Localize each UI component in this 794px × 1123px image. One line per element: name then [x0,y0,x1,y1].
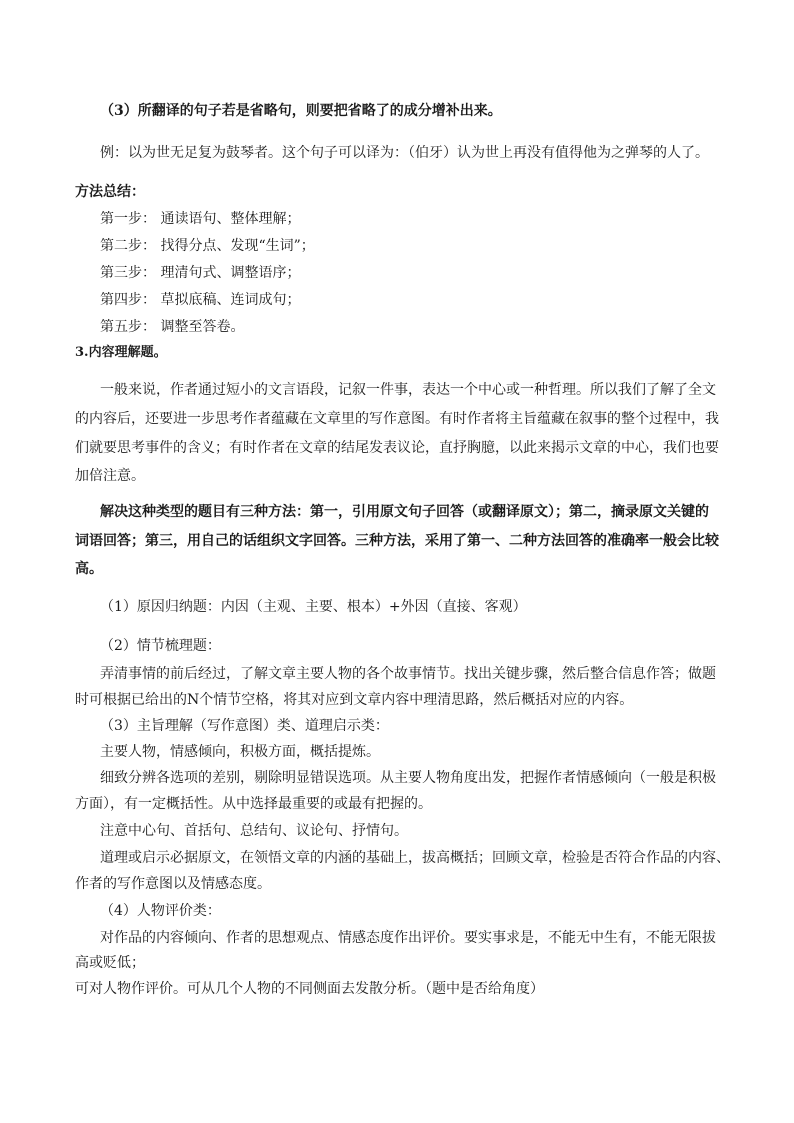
step-3: 第三步： 理清句式、调整语序； [100,265,301,281]
para1-line-4: 加倍注意。 [75,468,145,484]
item3-line-1: 主要人物，情感倾向，积极方面，概括提炼。 [100,744,380,760]
item3-line-3: 注意中心句、首括句、总结句、议论句、抒情句。 [100,823,408,839]
item4-line-3: 可对人物作评价。可从几个人物的不同侧面去发散分析。（题中是否给角度） [75,981,544,997]
item3-line-4a: 道理或启示必据原文，在领悟文章的内涵的基础上，拔高概括；回顾文章，检验是否符合作品的内容、 [100,850,730,866]
item2-line-2: 时可根据已给出的N个情节空格，将其对应到文章内容中理清思路，然后概括对应的内容。 [75,692,634,708]
item1-cause-summary: （1）原因归纳题：内因（主观、主要、根本）+外因（直接、客观） [100,599,527,615]
para2-line-3: 高。 [75,561,103,577]
para1-line-3: 们就要思考事件的含义；有时作者在文章的结尾发表议论，直抒胸臆，以此来揭示文章的中心，我们也要 [75,440,719,456]
item3-line-4b: 作者的写作意图以及情感态度。 [75,876,271,892]
step-4: 第四步： 草拟底稿、连词成句； [100,292,301,308]
step-1: 第一步： 通读语句、整体理解； [100,211,301,227]
item3-heading: （3）主旨理解（写作意图）类、道理启示类： [100,718,389,734]
section3-heading: 3.内容理解题。 [75,345,167,360]
item4-line-1: 对作品的内容倾向、作者的思想观点、情感态度作出评价。要实事求是，不能无中生有，不能无限拔 [100,930,716,946]
para1-line-1: 一般来说，作者通过短小的文言语段，记叙一件事，表达一个中心或一种哲理。所以我们了解了全文 [100,382,716,398]
item4-line-2: 高或贬低； [75,955,145,971]
item2-line-1: 弄清事情的前后经过，了解文章主要人物的各个故事情节。找出关键步骤，然后整合信息作答；做题 [100,666,716,682]
step-5: 第五步： 调整至答卷。 [100,319,245,335]
item3-line-2b: 方面），有一定概括性。从中选择最重要的或最有把握的。 [75,796,432,812]
item2-heading: （2）情节梳理题： [100,638,221,654]
omission-heading: （3）所翻译的句子若是省略句，则要把省略了的成分增补出来。 [100,103,502,119]
para1-line-2: 的内容后，还要进一步思考作者蕴藏在文章里的写作意图。有时作者将主旨蕴藏在叙事的整个过程中，我 [75,411,719,427]
para2-line-2: 词语回答；第三，用自己的话组织文字回答。三种方法，采用了第一、二种方法回答的准确率一般会比较 [75,533,719,549]
item3-line-2a: 细致分辨各选项的差别，剔除明显错误选项。从主要人物角度出发，把握作者情感倾向（一般是积极 [100,770,716,786]
para2-line-1: 解决这种类型的题目有三种方法：第一，引用原文句子回答（或翻译原文）；第二，摘录原文关键的 [100,504,709,520]
item4-heading: （4）人物评价类： [100,903,221,919]
method-summary-heading: 方法总结： [75,184,145,200]
step-2: 第二步： 找得分点、发现“生词”； [100,238,315,254]
omission-example: 例：以为世无足复为鼓琴者。这个句子可以译为：（伯牙）认为世上再没有值得他为之弹琴的人了。 [100,145,709,161]
